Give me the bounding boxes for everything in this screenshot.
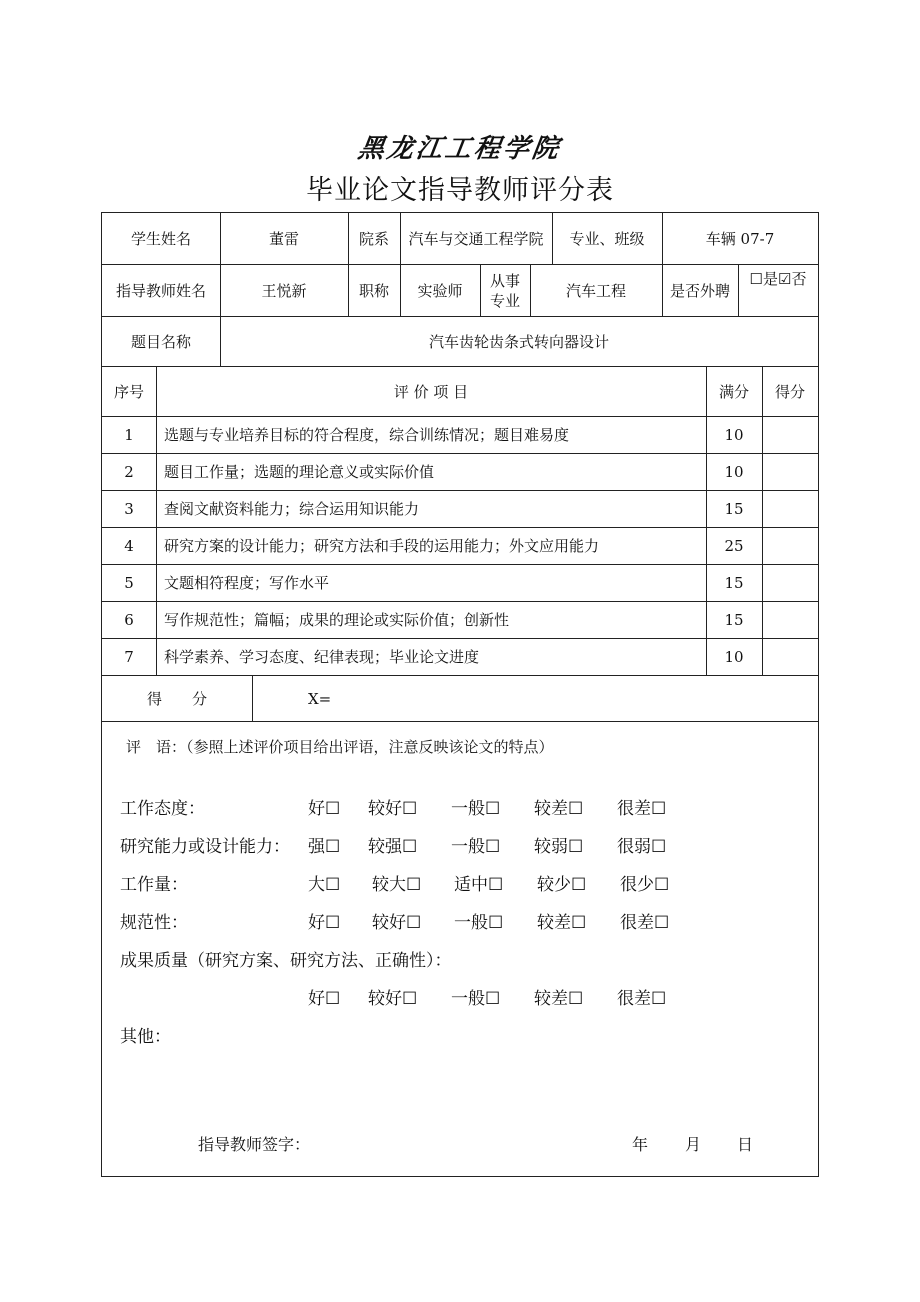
rating-workload <box>120 873 800 897</box>
row-item: 研究方案的设计能力；研究方法和手段的运用能力；外文应用能力 <box>164 537 600 555</box>
table-row <box>102 454 818 491</box>
row-item: 文题相符程度；写作水平 <box>164 574 330 592</box>
row-score-field[interactable] <box>762 639 818 675</box>
row-score-field[interactable] <box>762 528 818 564</box>
external-label: 是否外聘 <box>669 281 730 300</box>
col-full-header: 满分 <box>718 382 749 401</box>
row-index: 4 <box>124 537 134 555</box>
student-info-row <box>102 213 818 265</box>
topic-value: 汽车齿轮齿条式转向器设计 <box>428 332 609 351</box>
row-full: 10 <box>724 648 744 666</box>
rating-option[interactable]: 较少☐ <box>537 875 587 895</box>
school-logo: 黑龙江工程学院 <box>356 134 564 164</box>
rating-option[interactable]: 很差☐ <box>617 989 667 1009</box>
row-index: 3 <box>124 500 134 518</box>
rating-other <box>120 1025 800 1049</box>
row-score-field[interactable] <box>762 454 818 490</box>
row-item: 选题与专业培养目标的符合程度，综合训练情况；题目难易度 <box>164 426 570 444</box>
rating-option[interactable]: 较好☐ <box>368 989 418 1009</box>
row-full: 10 <box>724 426 744 444</box>
eval-header-row <box>102 367 818 417</box>
department: 汽车与交通工程学院 <box>408 229 544 248</box>
row-item: 题目工作量；选题的理论意义或实际价值 <box>164 463 435 481</box>
date-month-label: 月 <box>685 1135 702 1154</box>
rating-option[interactable]: 好☐ <box>308 989 341 1009</box>
rating-option[interactable]: 强☐ <box>308 837 341 857</box>
row-full: 15 <box>724 500 744 518</box>
rating-label: 成果质量（研究方案、研究方法、正确性）： <box>120 951 452 971</box>
rating-option[interactable]: 较差☐ <box>537 913 587 933</box>
rating-option[interactable]: 较差☐ <box>534 989 584 1009</box>
table-row <box>102 639 818 676</box>
rating-option[interactable]: 一般☐ <box>451 837 501 857</box>
comments-section <box>102 722 818 1176</box>
row-full: 15 <box>724 574 744 592</box>
rating-label: 规范性： <box>120 913 188 933</box>
row-item: 科学素养、学习态度、纪律表现；毕业论文进度 <box>164 648 480 666</box>
date-year-label: 年 <box>632 1135 649 1154</box>
major-class-label: 专业、班级 <box>569 229 645 248</box>
rating-option[interactable]: 大☐ <box>308 875 341 895</box>
advisor-info-row <box>102 265 818 317</box>
rating-research-ability <box>120 835 800 859</box>
col-item-header: 评 价 项 目 <box>393 382 469 401</box>
row-full: 10 <box>724 463 744 481</box>
total-label: 得 分 <box>146 689 207 708</box>
field-label: 从事专业 <box>489 271 520 310</box>
major-class: 车辆 07-7 <box>705 229 775 248</box>
rating-result-quality <box>120 949 800 973</box>
rating-option[interactable]: 较差☐ <box>534 799 584 819</box>
rating-option[interactable]: 一般☐ <box>451 989 501 1009</box>
table-row <box>102 491 818 528</box>
rating-result-quality-options <box>120 987 800 1011</box>
row-score-field[interactable] <box>762 417 818 453</box>
signature-label: 指导教师签字： <box>198 1135 311 1154</box>
row-index: 2 <box>124 463 134 481</box>
rating-standardization <box>120 911 800 935</box>
row-score-field[interactable] <box>762 491 818 527</box>
advisor-title: 实验师 <box>417 281 463 300</box>
rating-work-attitude <box>120 797 800 821</box>
col-score-header: 得分 <box>774 382 805 401</box>
table-row <box>102 602 818 639</box>
row-index: 7 <box>124 648 134 666</box>
rating-option[interactable]: 很弱☐ <box>617 837 667 857</box>
row-score-field[interactable] <box>762 565 818 601</box>
student-name: 董雷 <box>268 229 299 248</box>
advisor-label: 指导教师姓名 <box>115 281 206 300</box>
rating-label: 工作量： <box>120 875 188 895</box>
total-score-field[interactable]: X= <box>308 689 332 708</box>
rating-option[interactable]: 较好☐ <box>368 799 418 819</box>
topic-row <box>102 317 818 367</box>
department-label: 院系 <box>358 229 389 248</box>
page-title: 毕业论文指导教师评分表 <box>306 175 614 206</box>
other-label: 其他： <box>120 1027 171 1047</box>
comments-label: 评 语：（参照上述评价项目给出评语，注意反映该论文的特点） <box>126 738 554 756</box>
total-row <box>102 676 818 722</box>
rating-option[interactable]: 较好☐ <box>372 913 422 933</box>
row-index: 6 <box>124 611 134 629</box>
rating-option[interactable]: 很少☐ <box>620 875 670 895</box>
rating-option[interactable]: 一般☐ <box>451 799 501 819</box>
rating-option[interactable]: 很差☐ <box>620 913 670 933</box>
row-index: 1 <box>124 426 134 444</box>
title-label: 职称 <box>358 281 389 300</box>
rating-option[interactable]: 适中☐ <box>454 875 504 895</box>
rating-option[interactable]: 好☐ <box>308 799 341 819</box>
row-full: 25 <box>724 537 744 555</box>
rating-option[interactable]: 一般☐ <box>454 913 504 933</box>
row-full: 15 <box>724 611 744 629</box>
evaluation-form <box>101 212 819 1177</box>
rating-label: 研究能力或设计能力： <box>120 837 290 857</box>
rating-option[interactable]: 很差☐ <box>617 799 667 819</box>
row-item: 查阅文献资料能力；综合运用知识能力 <box>164 500 420 518</box>
date-day-label: 日 <box>737 1135 754 1154</box>
row-item: 写作规范性；篇幅；成果的理论或实际价值；创新性 <box>164 611 510 629</box>
row-score-field[interactable] <box>762 602 818 638</box>
student-name-label: 学生姓名 <box>130 229 191 248</box>
external-checkbox[interactable]: ☐是☑否 <box>749 270 807 288</box>
rating-option[interactable]: 较强☐ <box>368 837 418 857</box>
advisor-name: 王悦新 <box>261 281 307 300</box>
topic-label: 题目名称 <box>130 332 191 351</box>
rating-label: 工作态度： <box>120 799 205 819</box>
col-index-header: 序号 <box>113 382 144 401</box>
table-row <box>102 565 818 602</box>
rating-option[interactable]: 较弱☐ <box>534 837 584 857</box>
table-row <box>102 417 818 454</box>
rating-option[interactable]: 较大☐ <box>372 875 422 895</box>
field: 汽车工程 <box>565 281 626 300</box>
rating-option[interactable]: 好☐ <box>308 913 341 933</box>
row-index: 5 <box>124 574 134 592</box>
table-row <box>102 528 818 565</box>
